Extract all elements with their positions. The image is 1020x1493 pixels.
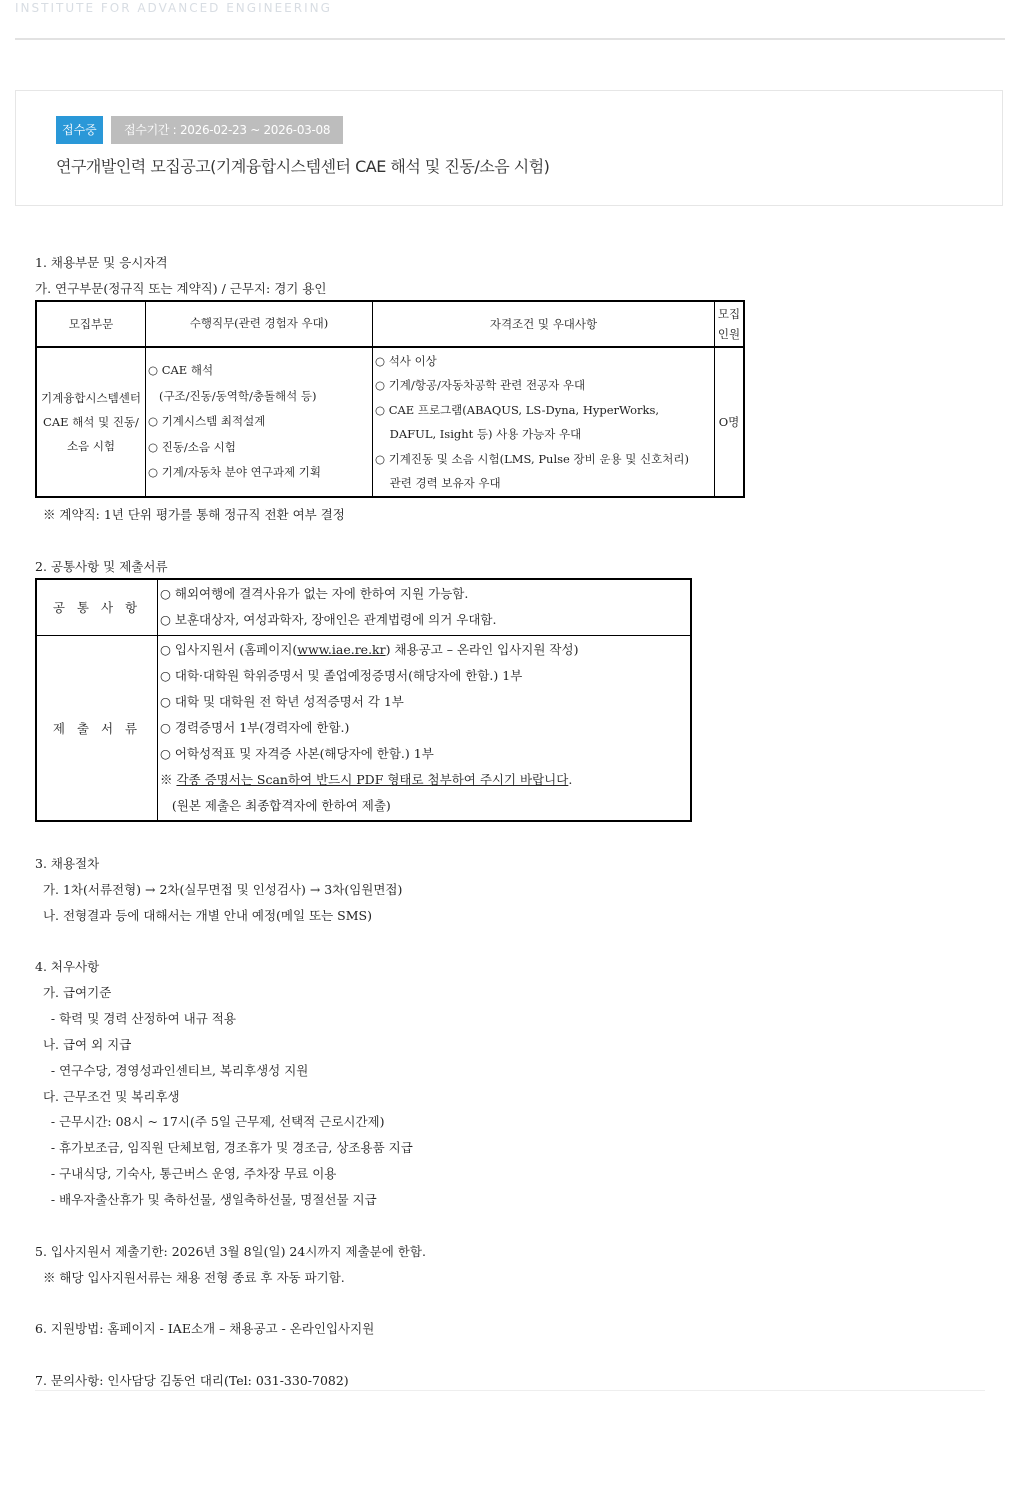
duty-item: ○ 기계/자동차 분야 연구과제 기획 (148, 465, 321, 480)
section4-line: - 연구수당, 경영성과인센티브, 복리후생성 지원 (35, 1063, 309, 1078)
section4-line: - 학력 및 경력 산정하여 내규 적용 (35, 1011, 236, 1026)
document-item-text: ) 채용공고 – 온라인 입사지원 작성) (385, 641, 579, 657)
notice-summary-box (15, 90, 1003, 206)
document-item-text: ○ 입사지원서 (홈페이지( (160, 641, 298, 657)
department-line: 기계융합시스템센터 (41, 391, 141, 405)
documents-note-2: (원본 제출은 최종합격자에 한하여 제출) (160, 797, 391, 813)
section4-line: - 배우자출산휴가 및 축하선물, 생일축하선물, 명절선물 지급 (35, 1192, 377, 1207)
period-badge: 접수기간 : 2026-02-23 ~ 2026-03-08 (111, 116, 343, 144)
section7-heading: 7. 문의사항: 인사담당 김동언 대리(Tel: 031-330-7082) (35, 1373, 349, 1388)
qualification-item: ○ 기계진동 및 소음 시험(LMS, Pulse 장비 운용 및 신호처리) (375, 451, 689, 466)
common-item: ○ 해외여행에 결격사유가 없는 자에 한하여 지원 가능함. (160, 586, 469, 602)
qualifications-cell (373, 347, 715, 497)
section6-heading: 6. 지원방법: 홈페이지 - IAE소개 – 채용공고 - 온라인입사지원 (35, 1321, 375, 1336)
section4-line: - 근무시간: 08시 ~ 17시(주 5일 근무제, 선택적 근로시간제) (35, 1114, 385, 1129)
section1-subheading: 가. 연구부문(정규직 또는 계약직) / 근무지: 경기 용인 (35, 281, 327, 296)
header-headcount-line2: 인원 (717, 327, 741, 341)
headcount-cell: O명 (715, 347, 745, 497)
department-line: CAE 해석 및 진동/ (43, 415, 139, 429)
documents-cell (158, 635, 692, 821)
header-qualifications: 자격조건 및 우대사항 (373, 301, 715, 347)
documents-note-suffix: . (568, 771, 573, 787)
section3-heading: 3. 채용절차 (35, 856, 100, 871)
documents-note-prefix: ※ (160, 771, 177, 787)
documents-note (160, 767, 688, 793)
section5-heading: 5. 입사지원서 제출기한: 2026년 3월 8일(일) 24시까지 제출분에 한함. (35, 1244, 426, 1259)
section4-line: 가. 급여기준 (35, 985, 112, 1000)
duties-cell (146, 347, 373, 497)
site-title: INSTITUTE FOR ADVANCED ENGINEERING (15, 1, 332, 15)
common-item: ○ 보훈대상자, 여성과학자, 장애인은 관계법령에 의거 우대함. (160, 612, 497, 628)
requirements-table (35, 578, 692, 822)
section4-line: 나. 급여 외 지급 (35, 1037, 132, 1052)
common-items-cell (158, 579, 692, 635)
header-divider (15, 38, 1005, 40)
recruitment-table (35, 300, 745, 498)
common-label: 공 통 사 항 (36, 579, 158, 635)
section3-line: 나. 전형결과 등에 대해서는 개별 안내 예정(메일 또는 SMS) (35, 908, 372, 923)
document-item (160, 637, 688, 663)
duty-item: (구조/진동/동역학/충돌해석 등) (148, 388, 317, 403)
duty-item: ○ CAE 해석 (148, 363, 214, 378)
document-item: ○ 경력증명서 1부(경력자에 한함.) (160, 719, 350, 735)
section4-heading: 4. 처우사항 (35, 959, 100, 974)
section4-line: - 휴가보조금, 임직원 단체보험, 경조휴가 및 경조금, 상조용품 지급 (35, 1140, 413, 1155)
qualification-item: ○ 기계/항공/자동차공학 관련 전공자 우대 (375, 378, 586, 392)
table-row (36, 635, 691, 821)
header-department: 모집부문 (36, 301, 146, 347)
section4-line: - 구내식당, 기숙사, 통근버스 운영, 주차장 무료 이용 (35, 1166, 337, 1181)
header-headcount (715, 301, 745, 347)
table-row (36, 347, 744, 497)
header-duties: 수행직무(관련 경험자 우대) (146, 301, 373, 347)
table-row (36, 579, 691, 635)
documents-note-emphasis: 각종 증명서는 Scan하여 반드시 PDF 형태로 첨부하여 주시기 바랍니다 (176, 771, 569, 787)
document-item: ○ 대학·대학원 학위증명서 및 졸업예정증명서(해당자에 한함.) 1부 (160, 667, 523, 683)
document-item: ○ 대학 및 대학원 전 학년 성적증명서 각 1부 (160, 693, 404, 709)
section5-note: ※ 해당 입사지원서류는 채용 전형 종료 후 자동 파기함. (35, 1270, 345, 1285)
section2-heading: 2. 공통사항 및 제출서류 (35, 559, 168, 574)
qualification-item: DAFUL, Isight 등) 사용 가능자 우대 (375, 427, 582, 441)
department-cell (36, 347, 146, 497)
section1-note: ※ 계약직: 1년 단위 평가를 통해 정규직 전환 여부 결정 (35, 507, 345, 522)
content-divider (35, 1390, 985, 1391)
qualification-item: ○ 석사 이상 (375, 353, 437, 368)
document-item: ○ 어학성적표 및 자격증 사본(해당자에 한함.) 1부 (160, 745, 434, 761)
homepage-link[interactable]: www.iae.re.kr (297, 641, 386, 657)
department-line: 소음 시험 (66, 439, 116, 453)
duty-item: ○ 진동/소음 시험 (148, 439, 236, 454)
status-badge: 접수중 (56, 116, 103, 144)
table-header-row (36, 301, 744, 347)
header-headcount-line1: 모집 (717, 307, 741, 321)
documents-label: 제 출 서 류 (36, 635, 158, 821)
section3-line: 가. 1차(서류전형) → 2차(실무면접 및 인성검사) → 3차(임원면접) (35, 882, 403, 897)
duty-item: ○ 기계시스템 최적설계 (148, 414, 266, 429)
section1-heading: 1. 채용부문 및 응시자격 (35, 255, 168, 270)
page-title: 연구개발인력 모집공고(기계융합시스템센터 CAE 해석 및 진동/소음 시험) (56, 157, 550, 176)
section4-line: 다. 근무조건 및 복리후생 (35, 1089, 180, 1104)
qualification-item: 관련 경력 보유자 우대 (375, 476, 501, 490)
qualification-item: ○ CAE 프로그램(ABAQUS, LS-Dyna, HyperWorks, (375, 402, 660, 417)
